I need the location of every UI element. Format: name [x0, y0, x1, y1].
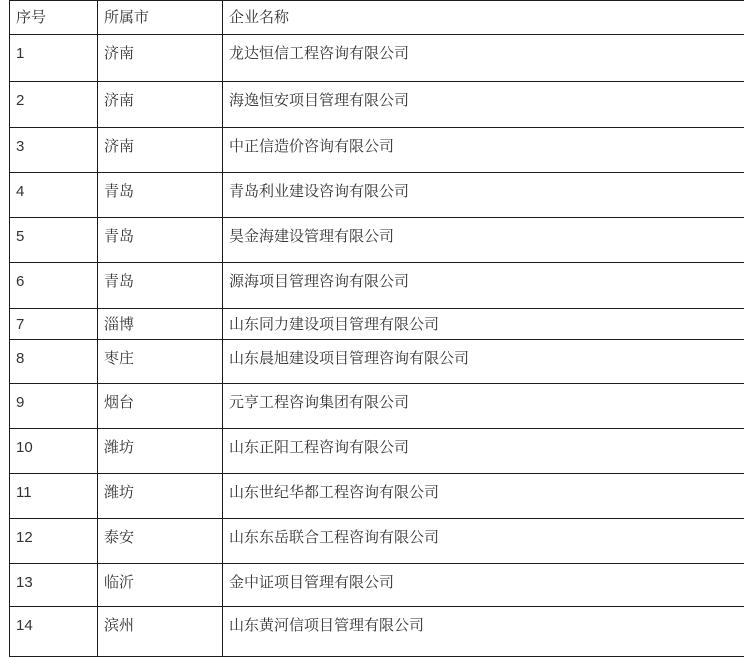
- cell-index: 12: [10, 519, 98, 564]
- cell-city: 临沂: [98, 564, 223, 607]
- cell-index: 3: [10, 128, 98, 173]
- companies-table: [9, 0, 744, 657]
- table-row: [10, 519, 744, 564]
- cell-index: 14: [10, 607, 98, 657]
- table-row: [10, 35, 744, 82]
- cell-city: 青岛: [98, 218, 223, 263]
- cell-index: 2: [10, 82, 98, 128]
- cell-index: 1: [10, 35, 98, 82]
- header-cell-index: 序号: [10, 1, 98, 35]
- cell-company: 山东同力建设项目管理有限公司: [223, 309, 744, 340]
- cell-index: 9: [10, 384, 98, 429]
- cell-company: 龙达恒信工程咨询有限公司: [223, 35, 744, 82]
- cell-city: 潍坊: [98, 474, 223, 519]
- table-row: [10, 218, 744, 263]
- header-row: [10, 1, 744, 35]
- cell-city: 淄博: [98, 309, 223, 340]
- table-row: [10, 474, 744, 519]
- cell-city: 烟台: [98, 384, 223, 429]
- cell-company: 山东黄河信项目管理有限公司: [223, 607, 744, 657]
- cell-index: 11: [10, 474, 98, 519]
- cell-index: 4: [10, 173, 98, 218]
- cell-index: 8: [10, 340, 98, 384]
- cell-company: 青岛利业建设咨询有限公司: [223, 173, 744, 218]
- table-row: [10, 429, 744, 474]
- cell-city: 青岛: [98, 173, 223, 218]
- cell-city: 济南: [98, 35, 223, 82]
- table-row: [10, 384, 744, 429]
- cell-index: 13: [10, 564, 98, 607]
- table-row: [10, 309, 744, 340]
- cell-city: 泰安: [98, 519, 223, 564]
- cell-city: 滨州: [98, 607, 223, 657]
- cell-company: 源海项目管理咨询有限公司: [223, 263, 744, 309]
- table-row: [10, 607, 744, 657]
- cell-index: 6: [10, 263, 98, 309]
- cell-city: 青岛: [98, 263, 223, 309]
- cell-city: 潍坊: [98, 429, 223, 474]
- cell-company: 山东东岳联合工程咨询有限公司: [223, 519, 744, 564]
- cell-company: 山东世纪华都工程咨询有限公司: [223, 474, 744, 519]
- cell-city: 济南: [98, 82, 223, 128]
- cell-company: 元亨工程咨询集团有限公司: [223, 384, 744, 429]
- cell-index: 7: [10, 309, 98, 340]
- cell-index: 10: [10, 429, 98, 474]
- cell-city: 济南: [98, 128, 223, 173]
- table-row: [10, 564, 744, 607]
- cell-company: 金中证项目管理有限公司: [223, 564, 744, 607]
- header-cell-company: 企业名称: [223, 1, 744, 35]
- cell-company: 昊金海建设管理有限公司: [223, 218, 744, 263]
- table-row: [10, 340, 744, 384]
- cell-company: 山东晨旭建设项目管理咨询有限公司: [223, 340, 744, 384]
- table-row: [10, 173, 744, 218]
- header-cell-city: 所属市: [98, 1, 223, 35]
- cell-index: 5: [10, 218, 98, 263]
- table-row: [10, 263, 744, 309]
- cell-company: 山东正阳工程咨询有限公司: [223, 429, 744, 474]
- cell-city: 枣庄: [98, 340, 223, 384]
- cell-company: 中正信造价咨询有限公司: [223, 128, 744, 173]
- cell-company: 海逸恒安项目管理有限公司: [223, 82, 744, 128]
- table-row: [10, 128, 744, 173]
- table-row: [10, 82, 744, 128]
